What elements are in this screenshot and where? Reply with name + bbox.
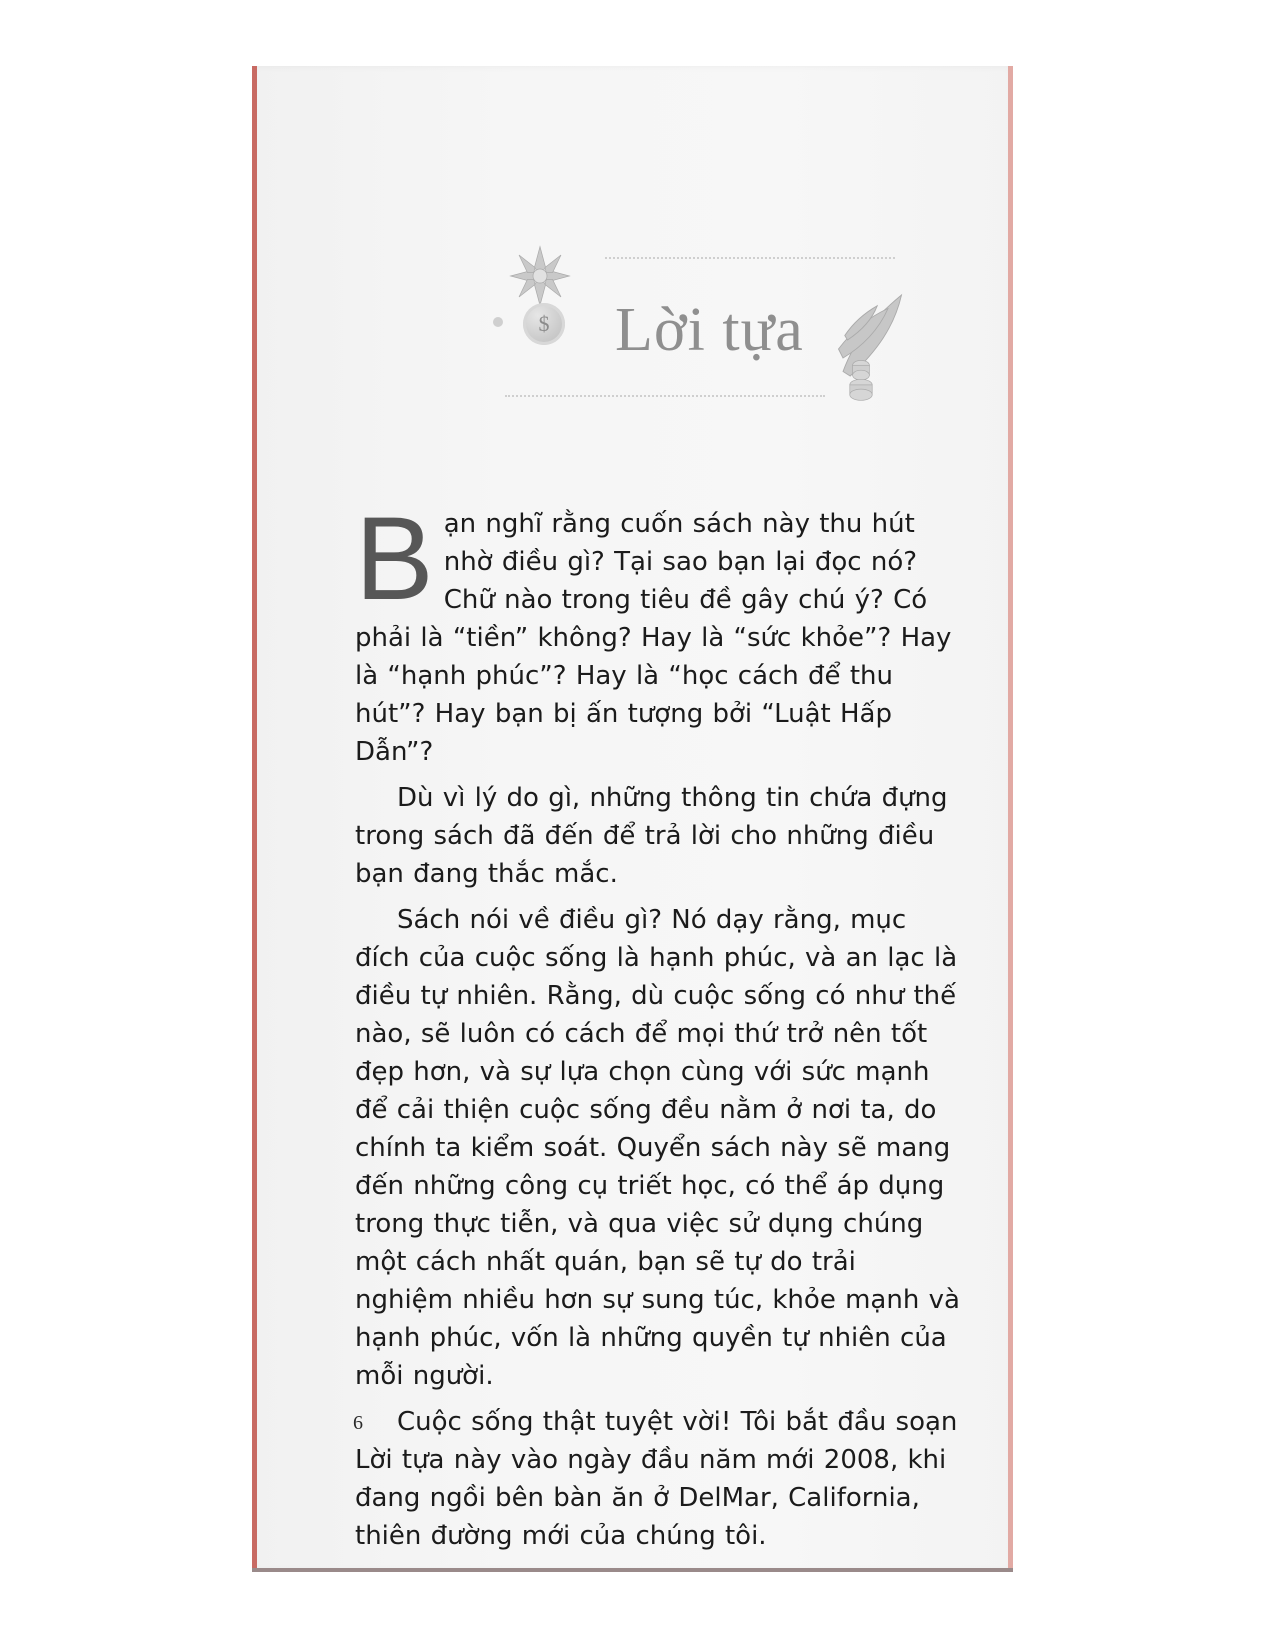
dotted-rule-top	[605, 257, 895, 259]
flower-icon	[505, 241, 575, 311]
page-number: 6	[353, 1412, 363, 1434]
title-ornament	[505, 245, 915, 425]
paragraph-1-text: ạn nghĩ rằng cuốn sách này thu hút nhờ điều gì? Tại sao bạn lại đọc nó? Chữ nào trong tiêu đề gây chú ý? Có phải là “tiền” không? Hay là “sức khỏe”? Hay là “hạnh phúc”? Hay là “học cách để thu hút”? Hay bạn bị ấn tượng bởi “Luật Hấp Dẫn”?	[355, 509, 952, 767]
paragraph-3: Sách nói về điều gì? Nó dạy rằng, mục đích của cuộc sống là hạnh phúc, và an lạc là điều tự nhiên. Rằng, dù cuộc sống có như thế nào, sẽ luôn có cách để mọi thứ trở nên tốt đẹp hơn, và sự lựa chọn cùng với sức mạnh để cải thiện cuộc sống đều nằm ở nơi ta, do chính ta kiểm soát. Quyển sách này sẽ mang đến những công cụ triết học, có thể áp dụng trong thực tiễn, và qua việc sử dụng chúng một cách nhất quán, bạn sẽ tự do trải nghiệm nhiều hơn sự sung túc, khỏe mạnh và hạnh phúc, vốn là những quyền tự nhiên của mỗi người.	[355, 905, 960, 1391]
dollar-coin-icon: $	[523, 303, 565, 345]
left-page-edge	[252, 66, 257, 1571]
preface-text	[355, 493, 960, 1563]
paragraph-4: Cuộc sống thật tuyệt vời! Tôi bắt đầu soạn Lời tựa này vào ngày đầu năm mới 2008, khi đang ngồi bên bàn ăn ở DelMar, California, thiên đường mới của chúng tôi.	[355, 1407, 958, 1551]
small-dot-icon	[493, 317, 503, 327]
paragraph-2: Dù vì lý do gì, những thông tin chứa đựng trong sách đã đến để trả lời cho những điều bạn đang thắc mắc.	[355, 783, 948, 889]
page-title: Lời tựa	[615, 296, 804, 364]
bottom-page-edge	[252, 1568, 1013, 1572]
right-page-edge	[1008, 66, 1013, 1571]
dotted-rule-bottom	[505, 395, 825, 397]
paragraph-1	[355, 493, 960, 771]
drop-cap: B	[355, 493, 434, 625]
coin-stack-icon	[840, 355, 882, 405]
